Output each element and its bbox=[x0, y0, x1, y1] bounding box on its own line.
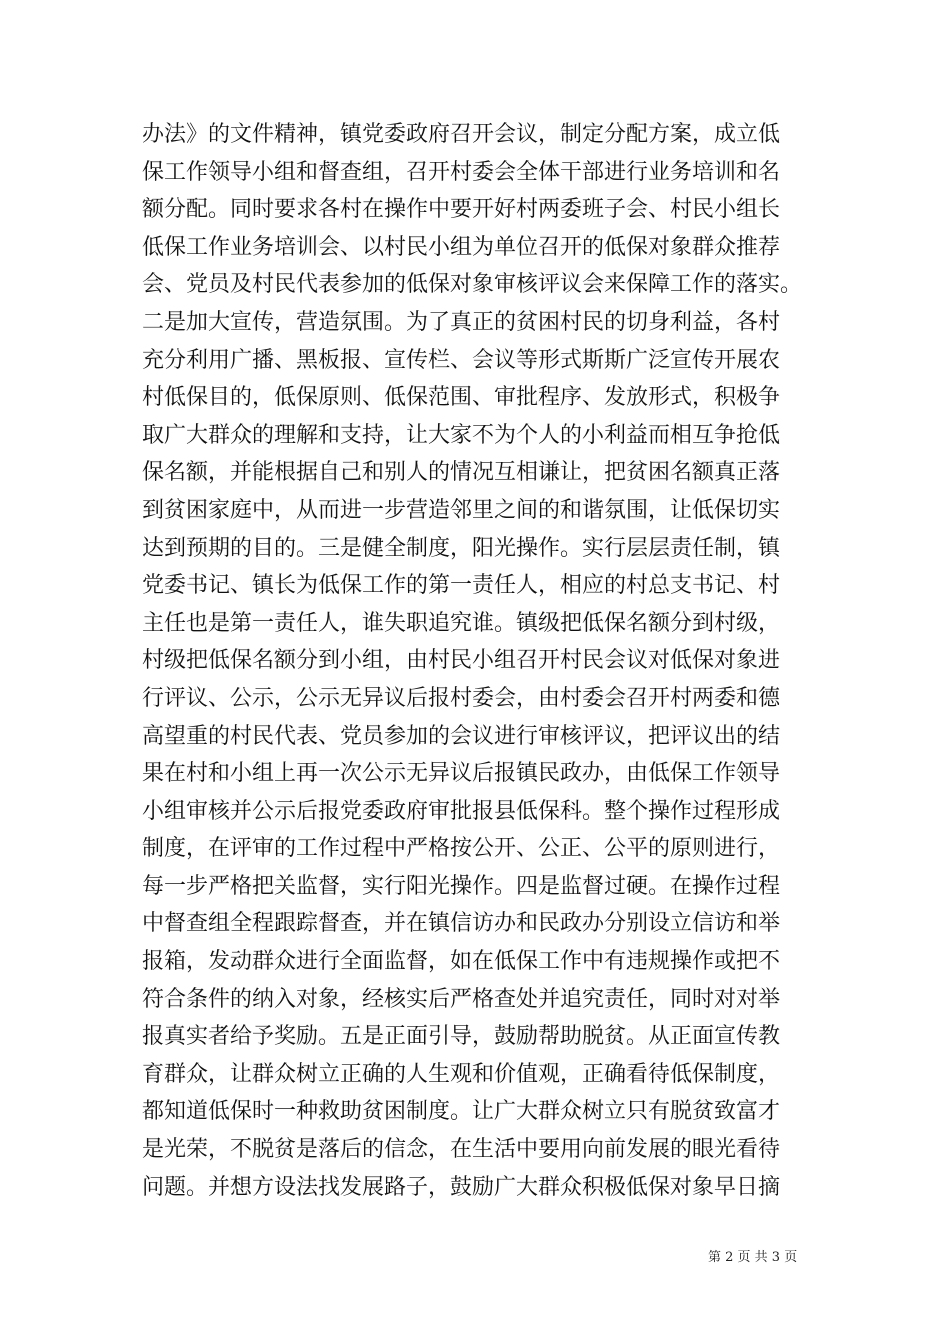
text-line: 党委书记、镇长为低保工作的第一责任人，相应的村总支书记、村 bbox=[142, 573, 781, 599]
text-line: 到贫困家庭中，从而进一步营造邻里之间的和谐氛围，让低保切实 bbox=[142, 497, 781, 523]
text-line: 充分利用广播、黑板报、宣传栏、会议等形式斯斯广泛宣传开展农 bbox=[142, 347, 781, 373]
text-line: 制度，在评审的工作过程中严格按公开、公正、公平的原则进行， bbox=[142, 836, 781, 862]
text-line: 保名额，并能根据自己和别人的情况互相谦让，把贫困名额真正落 bbox=[142, 460, 781, 486]
text-line: 高望重的村民代表、党员参加的会议进行审核评议，把评议出的结 bbox=[142, 723, 781, 749]
text-line: 达到预期的目的。三是健全制度，阳光操作。实行层层责任制，镇 bbox=[142, 535, 781, 561]
text-line: 都知道低保时一种救助贫困制度。让广大群众树立只有脱贫致富才 bbox=[142, 1099, 781, 1125]
text-line: 保工作领导小组和督查组，召开村委会全体干部进行业务培训和名 bbox=[142, 159, 781, 185]
page-number-footer: 第 2 页 共 3 页 bbox=[708, 1250, 798, 1265]
text-line: 报箱，发动群众进行全面监督，如在低保工作中有违规操作或把不 bbox=[142, 949, 781, 975]
text-line: 中督查组全程跟踪督查，并在镇信访办和民政办分别设立信访和举 bbox=[142, 911, 781, 937]
text-line: 村低保目的，低保原则、低保范围、审批程序、发放形式，积极争 bbox=[142, 385, 781, 411]
text-line: 每一步严格把关监督，实行阳光操作。四是监督过硬。在操作过程 bbox=[142, 873, 781, 899]
text-line: 村级把低保名额分到小组，由村民小组召开村民会议对低保对象进 bbox=[142, 648, 781, 674]
text-line: 主任也是第一责任人，谁失职追究谁。镇级把低保名额分到村级， bbox=[142, 610, 781, 636]
text-line: 额分配。同时要求各村在操作中要开好村两委班子会、村民小组长 bbox=[142, 197, 781, 223]
text-line: 低保工作业务培训会、以村民小组为单位召开的低保对象群众推荐 bbox=[142, 234, 781, 260]
text-line: 是光荣，不脱贫是落后的信念，在生活中要用向前发展的眼光看待 bbox=[142, 1137, 781, 1163]
text-line: 小组审核并公示后报党委政府审批报县低保科。整个操作过程形成 bbox=[142, 798, 781, 824]
text-line: 二是加大宣传，营造氛围。为了真正的贫困村民的切身利益，各村 bbox=[142, 309, 781, 335]
text-line: 符合条件的纳入对象，经核实后严格查处并追究责任，同时对对举 bbox=[142, 986, 781, 1012]
text-line: 报真实者给予奖励。五是正面引导，鼓励帮助脱贫。从正面宣传教 bbox=[142, 1024, 781, 1050]
body-text bbox=[142, 116, 822, 1206]
text-line: 会、党员及村民代表参加的低保对象审核评议会来保障工作的落实。 bbox=[142, 272, 803, 298]
text-line: 行评议、公示，公示无异议后报村委会，由村委会召开村两委和德 bbox=[142, 685, 781, 711]
text-line: 果在村和小组上再一次公示无异议后报镇民政办，由低保工作领导 bbox=[142, 761, 781, 787]
text-line: 办法》的文件精神，镇党委政府召开会议，制定分配方案，成立低 bbox=[142, 122, 781, 147]
text-line: 取广大群众的理解和支持，让大家不为个人的小利益而相互争抢低 bbox=[142, 422, 781, 448]
text-line: 问题。并想方设法找发展路子，鼓励广大群众积极低保对象早日摘 bbox=[142, 1174, 781, 1200]
text-line: 育群众，让群众树立正确的人生观和价值观，正确看待低保制度， bbox=[142, 1061, 781, 1087]
